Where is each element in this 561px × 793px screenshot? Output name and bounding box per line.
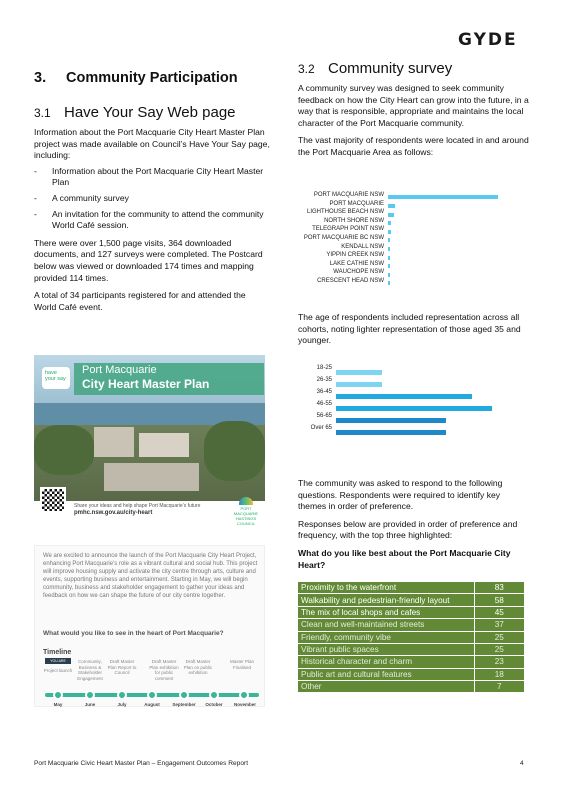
table-cell-value: 25: [474, 643, 524, 655]
timeline-milestone: Project launch: [43, 668, 73, 673]
timeline-dot: [85, 690, 95, 700]
timeline-milestone: Draft Master Plan exhibition for public comment: [149, 659, 179, 681]
location-intro: The vast majority of respondents were located in and around the Port Macquarie Area as follows:: [298, 135, 529, 157]
poster-trees: [204, 421, 265, 481]
questions-paragraph: The community was asked to respond to the following questions. Respondents were required to identify key themes in order of preference.: [298, 478, 503, 512]
chart-category-label: PORT MACQUARIE: [329, 200, 384, 207]
timeline-month: September: [172, 702, 196, 707]
chart-category-label: LIGHTHOUSE BEACH NSW: [306, 209, 384, 216]
timeline-dot: [239, 690, 249, 700]
table-cell-value: 83: [474, 582, 524, 594]
timeline-title: Timeline: [43, 649, 72, 656]
chart-bar: [388, 273, 390, 277]
timeline-milestone: Draft Master Plan on public exhibition: [183, 659, 213, 675]
poster-title-line2: City Heart Master Plan: [82, 377, 210, 391]
chart-category-label: Over 65: [310, 425, 332, 431]
chart-bar: [336, 370, 382, 375]
timeline-dot: [209, 690, 219, 700]
timeline-month: October: [205, 702, 223, 707]
table-cell-label: Proximity to the waterfront: [298, 582, 474, 594]
table-cell-label: The mix of local shops and cafes: [298, 606, 474, 618]
timeline-month: July: [117, 702, 127, 707]
timeline-milestone: Draft Master Plan Report to Council: [107, 659, 137, 675]
table-row: [298, 631, 524, 643]
flyer-text: We are excited to announce the launch of the Port Macquarie City Heart Project, enhancing Port Macquarie’s role as a vibrant cultural and social hub. This project will improve housing supply and activate the city centre through arts, culture and events, supporting business and entertainment. Starting in May, we will begin community, business and stakeholder engagement to gather your ideas and feedback on how we can shape the future of our city centre together.: [43, 553, 258, 599]
chart-category-label: CRESCENT HEAD NSW: [317, 278, 384, 284]
chart-category-label: WAUCHOPE NSW: [333, 269, 384, 276]
subsection-heading-3-2: [298, 60, 530, 77]
poster-url: pmhc.nsw.gov.au/city-heart: [74, 510, 153, 516]
table-cell-label: Walkability and pedestrian-friendly layout: [298, 594, 474, 606]
timeline-month: November: [233, 702, 256, 707]
chart-category-label: 56-65: [316, 413, 332, 419]
chart-bar: [388, 264, 390, 268]
table-cell-value: 23: [474, 656, 524, 668]
chart-bar: [388, 281, 390, 285]
poster-footer-text: Share your ideas and help shape Port Macquarie’s future: [74, 503, 201, 509]
chart-category-label: PORT MACQUARIE NSW: [313, 192, 384, 198]
chart-bar: [388, 204, 395, 208]
poster-title-line1: Port Macquarie: [82, 364, 157, 376]
table-row: [298, 594, 524, 606]
responses-paragraph: Responses below are provided in order of preference and frequency, with the top three highlighted:: [298, 518, 518, 541]
chart-bar: [388, 230, 391, 234]
table-cell-value: 7: [474, 681, 524, 693]
page-footer: Port Macquarie Civic Heart Master Plan – Engagement Outcomes Report: [34, 760, 249, 767]
timeline-month: May: [53, 702, 63, 707]
bullet-item: - Information about the Port Macquarie City Heart Master Plan: [34, 166, 270, 189]
you-are-here-tag: YOU ARE HERE: [45, 658, 71, 664]
table-row: [298, 643, 524, 655]
page-number: 4: [520, 760, 524, 767]
chart-bar: [336, 406, 492, 411]
chart-bar: [388, 213, 394, 217]
chart-category-label: TELEGRAPH POINT NSW: [312, 226, 384, 233]
table-cell-value: 37: [474, 619, 524, 631]
bullet-item: - A community survey: [34, 193, 270, 205]
chart-category-label: PORT MACQUARIE BC NSW: [303, 235, 384, 241]
table-cell-value: 25: [474, 631, 524, 643]
age-text: [298, 312, 530, 347]
have-your-say-logo: have your say: [42, 367, 70, 389]
chart-bar: [336, 430, 446, 435]
table-cell-value: 58: [474, 594, 524, 606]
chart-bar: [388, 195, 498, 199]
flyer-question: What would you like to see in the heart of Port Macquarie?: [43, 630, 224, 637]
poster-building: [94, 427, 134, 457]
council-logo: PORT MACQUARIE HASTINGS COUNCIL: [232, 497, 260, 515]
chart-category-label: 18-25: [316, 365, 332, 371]
preference-table: [298, 582, 524, 693]
chart-category-label: YIPPIN CREEK NSW: [326, 252, 384, 259]
chart-bar: [388, 247, 390, 251]
table-cell-value: 18: [474, 668, 524, 680]
chart-bar: [336, 394, 472, 399]
section-heading: [34, 70, 270, 86]
subsection-heading-3-1: [34, 104, 270, 121]
poster-building: [104, 463, 199, 491]
subsection-title: Community survey: [328, 60, 453, 77]
left-column: [34, 62, 270, 313]
section-number: 3.: [34, 70, 47, 86]
table-cell-label: Friendly, community vibe: [298, 631, 474, 643]
chart-category-label: 26-35: [316, 377, 332, 383]
table-row: [298, 582, 524, 594]
postcard-image: [34, 355, 265, 526]
table-row: [298, 681, 524, 693]
table-cell-label: Other: [298, 681, 474, 693]
table-row: [298, 619, 524, 631]
have-your-say-bullets: [34, 166, 270, 232]
table-cell-label: Public art and cultural features: [298, 668, 474, 680]
right-column-top: [298, 60, 530, 159]
chart-bar: [336, 382, 382, 387]
timeline-milestone: Community, Business & Stakeholder Engagement: [77, 659, 103, 681]
page-visits-paragraph: There were over 1,500 page visits, 364 downloaded documents, and 127 surveys were completed. The Postcard below was viewed or downloaded 174 times and mapping provided 114 times.: [34, 237, 263, 283]
table-row: [298, 606, 524, 618]
questions-text: [298, 478, 530, 571]
table-cell-value: 45: [474, 606, 524, 618]
chart-bar: [336, 418, 446, 423]
poster-building: [139, 433, 189, 457]
location-chart: [298, 193, 524, 293]
chart-bar: [388, 256, 390, 260]
chart-category-label: 46-55: [316, 401, 332, 407]
chart-bar: [388, 221, 391, 225]
timeline-dot: [117, 690, 127, 700]
subsection-number: 3.1: [34, 106, 51, 120]
age-paragraph: The age of respondents included representation across all cohorts, noting lighter representation of those aged 35 and younger.: [298, 312, 521, 346]
table-cell-label: Clean and well-maintained streets: [298, 619, 474, 631]
table-row: [298, 656, 524, 668]
subsection-number: 3.2: [298, 62, 315, 76]
brand-logo: GYDE: [458, 30, 518, 50]
table-row: [298, 668, 524, 680]
have-your-say-intro: Information about the Port Macquarie City Heart Master Plan project was made available on Council’s Have Your Say page, including:: [34, 127, 270, 161]
age-chart: [298, 366, 524, 441]
timeline-month: August: [144, 702, 160, 707]
table-cell-label: Historical character and charm: [298, 656, 474, 668]
world-cafe-paragraph: A total of 34 participants registered for and attended the World Café event.: [34, 290, 246, 312]
chart-bar: [388, 238, 390, 242]
timeline-month: June: [84, 702, 96, 707]
chart-category-label: 36-45: [316, 389, 332, 395]
subsection-title: Have Your Say Web page: [64, 104, 236, 121]
timeline-dot: [53, 690, 63, 700]
survey-intro: A community survey was designed to seek community feedback on how the City Heart can grow into the future, in a way that is responsible, appropriate and maintains the local character of the Port Macquarie community.: [298, 83, 529, 128]
timeline-dot: [179, 690, 189, 700]
council-logo-icon: [239, 497, 253, 505]
bullet-item: - An invitation for the community to attend the community World Café session.: [34, 209, 270, 232]
chart-category-label: LAKE CATHIE NSW: [329, 260, 384, 267]
chart-category-label: KENDALL NSW: [341, 243, 384, 250]
timeline-dot: [147, 690, 157, 700]
table-cell-label: Vibrant public spaces: [298, 643, 474, 655]
timeline-milestone: Master Plan Finalised: [229, 659, 254, 670]
chart-category-label: NORTH SHORE NSW: [324, 217, 384, 224]
section-title: Community Participation: [66, 70, 238, 86]
qr-code-icon: [40, 487, 66, 513]
timeline-flyer: [34, 545, 265, 707]
poster-trees: [34, 425, 94, 475]
question-heading: What do you like best about the Port Macquarie City Heart?: [298, 547, 511, 570]
